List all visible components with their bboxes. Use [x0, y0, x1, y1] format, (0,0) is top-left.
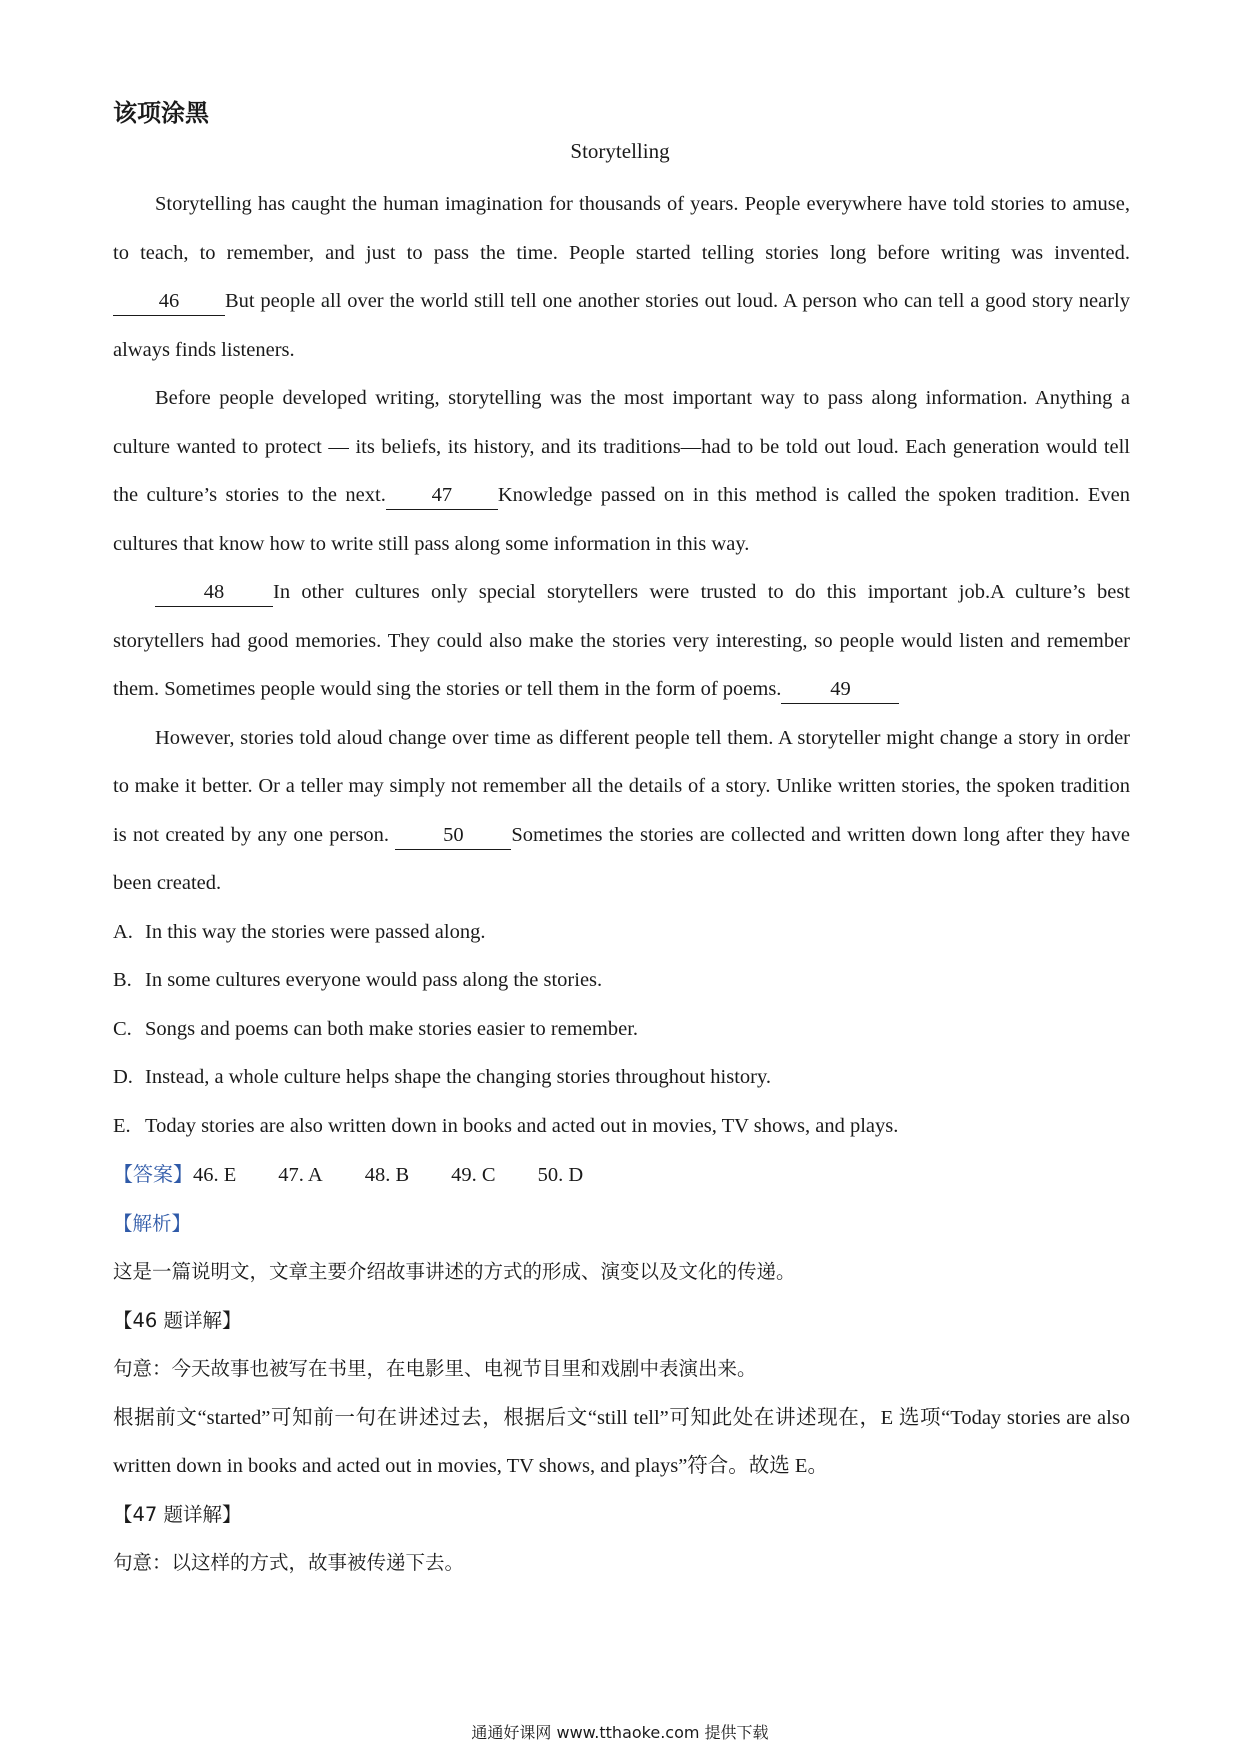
- answer-item: 50. D: [537, 1164, 584, 1186]
- answer-item: 49. C: [451, 1164, 496, 1186]
- paragraph-text: In other cultures only special storytellers were trusted to do this important job.A culture’s best storytellers had good memories. They could also make the stories very interesting, so people would listen and remember them. Sometimes people would sing the stories or tell them in the form of poems.: [113, 581, 1130, 700]
- blank-50: 50: [395, 821, 511, 850]
- analysis-intro: 这是一篇说明文，文章主要介绍故事讲述的方式的形成、演变以及文化的传递。: [113, 1260, 796, 1283]
- option-letter: C.: [113, 1017, 132, 1040]
- option-text: Today stories are also written down in books and acted out in movies, TV shows, and plays.: [145, 1114, 899, 1137]
- blank-48: 48: [155, 578, 273, 607]
- paragraph-text: However, stories told aloud change over time as different people tell them. A storyteller might change a story in order to make it better. Or a teller may simply not remember all the details of a story. Unlike written stories, the spoken tradition is not created by any one person.: [113, 726, 1130, 846]
- q46-explanation: 根据前文“started”可知前一句在讲述过去，根据后文“still tell”可知此处在讲述现在，E 选项“Today stories are also written down in books and acted out in movies, TV shows, and plays”符合。故选 E。: [113, 1406, 1130, 1477]
- paragraph-3: [113, 568, 1130, 714]
- option-letter: A.: [113, 920, 133, 943]
- blank-49: 49: [781, 675, 899, 704]
- option-text: Instead, a whole culture helps shape the changing stories throughout history.: [145, 1066, 772, 1088]
- analysis-heading: [113, 1200, 1130, 1249]
- option-text: In some cultures everyone would pass along the stories.: [145, 969, 603, 991]
- paragraph-text: Knowledge passed on in this method is called the spoken tradition. Even cultures that know how to write still pass along some information in this way.: [113, 484, 1130, 555]
- paragraph-1: [113, 180, 1130, 374]
- blank-47: 47: [386, 481, 498, 510]
- page-footer: 通通好课网 www.tthaoke.com 提供下载: [471, 1723, 769, 1742]
- q46-meaning: 句意：今天故事也被写在书里，在电影里、电视节目里和戏剧中表演出来。: [113, 1357, 757, 1380]
- answer-item: 46. E: [193, 1164, 237, 1186]
- option-d: [113, 1053, 1130, 1102]
- analysis-tag: 【解析】: [113, 1211, 192, 1235]
- options-list: [113, 908, 1130, 1151]
- option-a: [113, 908, 1130, 957]
- paragraph-text: Storytelling has caught the human imagination for thousands of years. People everywhere have told stories to amuse, to teach, to remember, and just to pass the time. People started telling stories long before writing was invented.: [113, 193, 1130, 264]
- q47-heading: 【47 题详解】: [113, 1502, 242, 1526]
- header-text: 该项涂黑: [113, 99, 209, 127]
- option-letter: B.: [113, 969, 132, 991]
- answer-item: 47. A: [278, 1164, 323, 1186]
- paragraph-text: Before people developed writing, storytelling was the most important way to pass along information. Anything a culture wanted to protect — its beliefs, its history, and its traditions—had to be told out loud. Each generation would tell the culture’s stories to the next.: [113, 387, 1130, 506]
- option-text: In this way the stories were passed along.: [145, 920, 486, 943]
- answer-line: [113, 1150, 1130, 1200]
- option-c: [113, 1005, 1130, 1054]
- paragraph-text: But people all over the world still tell one another stories out loud. A person who can tell a good story nearly always finds listeners.: [113, 290, 1130, 361]
- option-b: [113, 956, 1130, 1005]
- q47-meaning: 句意：以这样的方式，故事被传递下去。: [113, 1551, 465, 1574]
- answer-tag: 【答案】: [113, 1162, 193, 1186]
- option-letter: E.: [113, 1114, 131, 1137]
- passage-title: Storytelling: [570, 139, 670, 163]
- q46-heading: 【46 题详解】: [113, 1308, 242, 1332]
- option-letter: D.: [113, 1066, 133, 1088]
- paragraph-2: [113, 374, 1130, 568]
- paragraph-text: Sometimes the stories are collected and written down long after they have been created.: [113, 823, 1131, 894]
- document-body: [113, 180, 1130, 1588]
- option-e: [113, 1102, 1130, 1151]
- paragraph-4: [113, 714, 1130, 908]
- blank-46: 46: [113, 287, 225, 316]
- option-text: Songs and poems can both make stories easier to remember.: [145, 1017, 639, 1040]
- answer-item: 48. B: [364, 1164, 410, 1186]
